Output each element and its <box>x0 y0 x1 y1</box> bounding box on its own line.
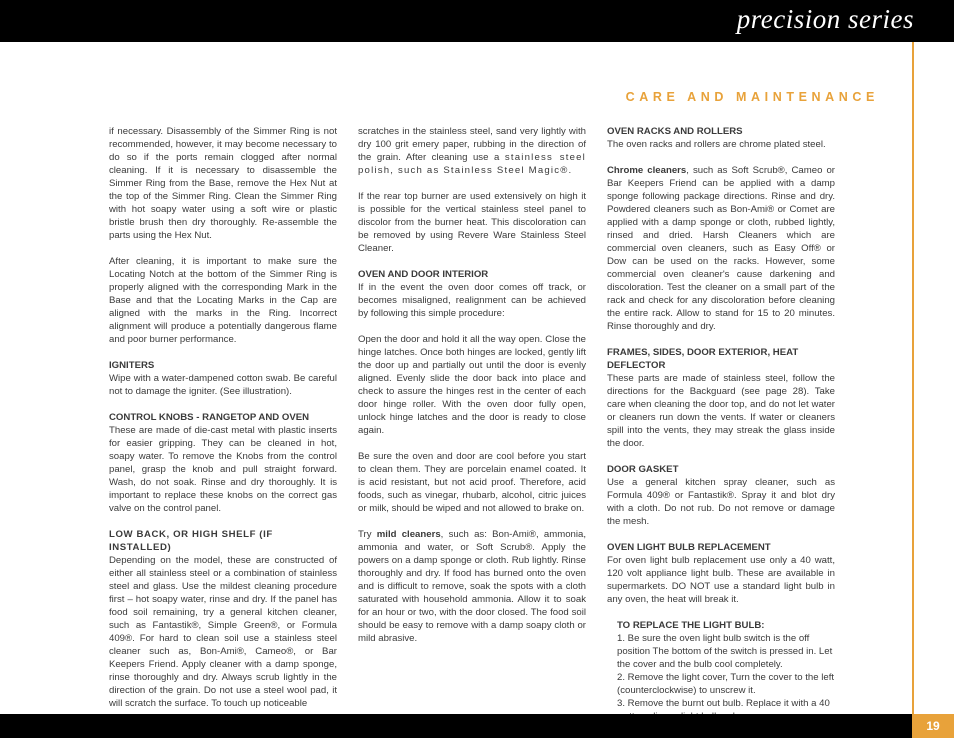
paragraph: The oven racks and rollers are chrome plated steel. <box>607 139 826 150</box>
header-bar <box>0 0 954 42</box>
paragraph: These parts are made of stainless steel, follow the directions for the Backguard (see page 28). Take care when cleaning the door top, and do not let water or cleaners run down the vents. If water or cleaners spill into the vents, they may streak the glass inside the door. <box>607 373 835 449</box>
footer-bar <box>0 714 954 738</box>
paragraph <box>607 164 835 333</box>
paragraph <box>358 528 586 645</box>
margin-rule <box>912 42 914 714</box>
column-1 <box>109 125 337 710</box>
text-run: , such as Soft Scrub®, Cameo or Bar Keepers Friend can be applied with a damp sponge following package directions. Rinse and dry. Powdered cleaners such as Bon-Ami® or Comet are applied with a damp sponge or cloth, rubbed lightly, rinsed and dried. Harsh Cleaners which are commercial oven cleaners, such as Easy Off® or Dow can be used on the racks. However, some commercial oven cleaner's cause darkening and discoloration. Test the cleaner on a small part of the rack and check for any discoloration before cleaning the entire rack. Allow to stand for 15 to 20 minutes. Rinse thoroughly and dry. <box>607 165 835 332</box>
paragraph: Wipe with a water-dampened cotton swab. Be careful not to damage the igniter. (See illustration). <box>109 373 337 397</box>
paragraph: Depending on the model, these are constructed of either all stainless steel or a combination of stainless steel and glass. Use the mildest cleaning procedure first – hot soapy water, rinse and dry. If the panel has food soil remaining, try a general kitchen cleaner, such as Fantastik®, Simple Green®, or Formula 409®. For hard to clean soil use a stainless steel cleaner such as, Bon-Ami®, Cameo®, or Bar Keepers Friend. Apply cleaner with a damp sponge, rinse thoroughly and dry. Always scrub lightly in the direction of the grain. Do not use a steel wool pad, it will scratch the surface. To touch up noticeable <box>109 555 337 709</box>
oven-racks-heading: OVEN RACKS AND ROLLERS <box>607 126 743 137</box>
paragraph: Use a general kitchen spray cleaner, such as Formula 409® or Fantastik®. Spray it and blot dry with a cloth. Do not rub. Do not remove or damage the mesh. <box>607 477 835 527</box>
paragraph: These are made of die-cast metal with plastic inserts for easier gripping. They can be cleaned in hot, soapy water. To remove the Knobs from the control panel, grasp the knob and pull straight forward. Wash, do not soak. Rinse and dry thoroughly. It is important to replace these knobs on the correct gas valve on the control panel. <box>109 425 337 514</box>
paragraph: For oven light bulb replacement use only a 40 watt, 120 volt appliance light bulb. These are available in supermarkets. DO NOT use a standard light bulb in any oven, the heat will break it. <box>607 555 835 605</box>
page-number: 19 <box>912 714 954 738</box>
paragraph: Open the door and hold it all the way open. Close the hinge latches. Once both hinges are locked, gently lift the door up and partially out until the door is evenly aligned. Evenly slide the door back into place and check to assure the hinges rest in the center of each door hinge roller. With the oven door fully open, unlock hinge latches and the door is ready to close again. <box>358 334 586 436</box>
section-heading: CARE AND MAINTENANCE <box>625 90 879 104</box>
control-knobs-heading: CONTROL KNOBS - RANGETOP AND OVEN <box>109 412 310 423</box>
replace-bulb-heading: TO REPLACE THE LIGHT BULB: <box>617 620 765 631</box>
door-gasket-heading: DOOR GASKET <box>607 464 679 475</box>
frames-heading: FRAMES, SIDES, DOOR EXTERIOR, HEAT DEFLECTOR <box>607 347 799 371</box>
paragraph: if necessary. Disassembly of the Simmer Ring is not recommended, however, it may become necessary to do so if the ports remain clogged after normal cleaning. If it is necessary to disassemble the Simmer Ring from the Base, remove the Hex Nut at the top of the Simmer Ring. Clean the Simmer Ring with hot soapy water using a soft wire or plastic bristle brush then dry thoroughly. Re-assemble the parts using the Hex Nut. <box>109 126 337 241</box>
column-3 <box>607 125 835 723</box>
step-item: 2. Remove the light cover, Turn the cover to the left (counterclockwise) to unscrew it. <box>617 672 835 696</box>
step-item: 3. Remove the burnt out bulb. Replace it with a 40 <box>617 698 830 709</box>
text-run: Try <box>358 529 377 540</box>
paragraph: If in the event the oven door comes off track, or becomes misaligned, realignment can be achieved by following this simple procedure: <box>358 282 586 319</box>
light-bulb-heading: OVEN LIGHT BULB REPLACEMENT <box>607 542 771 553</box>
series-title: precision series <box>736 4 914 34</box>
text-run: , such as: Bon-Ami®, ammonia, ammonia and water, or Soft Scrub®. Apply the powers on a damp sponge or cloth. Rub lightly. Rinse thoroughly and dry. If food has burned onto the oven and is difficult to remove, soak the spots with a cloth saturated with household ammonia. Allow it to soak for an hour or two, with the door closed. The food soil should be easy to remove with a damp soapy cloth or mild abrasive. <box>358 529 586 644</box>
paragraph: If the rear top burner are used extensively on high it is possible for the vertical stainless steel panel to discolor from the burner heat. This discoloration can be removed by using Revere Ware Stainless Steel Cleaner. <box>358 191 586 254</box>
column-2 <box>358 125 586 645</box>
replace-bulb-steps <box>617 632 835 723</box>
text-run: scratches in the stainless steel, sand very lightly with dry 100 grit emery paper, rubbing in the direction of the grain. After cleaning use a <box>358 126 586 163</box>
text-run-bold: Chrome cleaners <box>607 165 687 176</box>
oven-door-heading: OVEN AND DOOR INTERIOR <box>358 269 489 280</box>
text-run-bold: mild cleaners <box>376 529 441 540</box>
step-item: 1. Be sure the oven light bulb switch is the off position The bottom of the switch is pressed in. Let the cover and the bulb cool completely. <box>617 633 833 670</box>
paragraph: After cleaning, it is important to make sure the Locating Notch at the bottom of the Simmer Ring is properly aligned with the corresponding Mark in the Base and that the Locating Marks in the Cap are aligned with the marks in the Ring. Incorrect alignment will produce a potentially dangerous flame and poor burner performance. <box>109 256 337 345</box>
text-run: stainless steel polish, such as Stainless Steel Magic®. <box>358 152 586 176</box>
paragraph: Be sure the oven and door are cool before you start to clean them. They are porcelain enamel coated. It is acid resistant, but not acid proof. Therefore, acid foods, such as vinegar, rhubarb, alcohol, citric juices or milk, should be wiped and not allowed to brake on. <box>358 451 586 514</box>
igniters-heading: IGNITERS <box>109 360 155 371</box>
paragraph <box>358 125 586 177</box>
shelf-heading: LOW BACK, OR HIGH SHELF (IF INSTALLED) <box>109 529 273 553</box>
